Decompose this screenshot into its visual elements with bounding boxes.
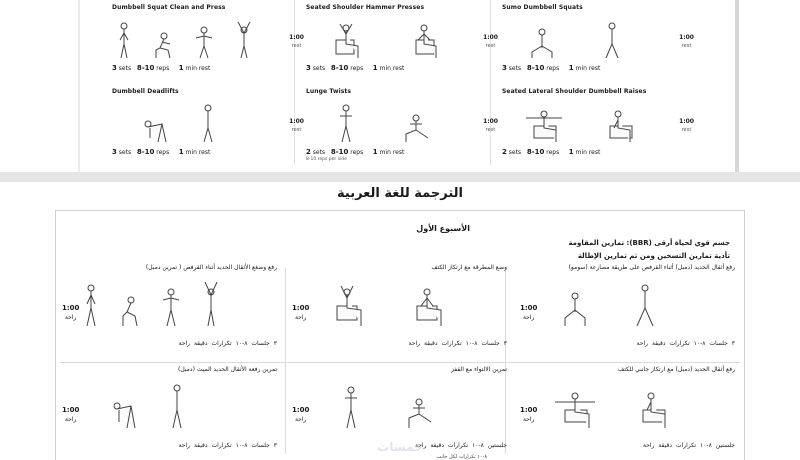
reps-label: reps <box>350 65 364 72</box>
rest-label: rest <box>485 127 496 133</box>
exercise-name: رفع أثقال الحديد (دمبل) أثناء القرفص على طريقة مصارعة (سومو) <box>568 264 735 271</box>
rest-label: rest <box>681 127 692 133</box>
rest-timer <box>289 118 304 134</box>
exercise-illustration <box>306 18 466 60</box>
column-divider <box>285 268 286 454</box>
exercise-name: Lunge Twists <box>306 88 352 95</box>
rest-minutes: 1 <box>372 64 378 72</box>
exercise-name: Dumbbell Squat Clean and Press <box>112 4 226 11</box>
exercise-illustration <box>307 278 467 328</box>
exercise-name: Seated Shoulder Hammer Presses <box>306 4 425 11</box>
rest-timer <box>520 304 537 322</box>
rest-timer <box>62 304 79 322</box>
sets-count: 2 <box>502 148 507 156</box>
exercise-name: تمرين رفعة الأثقال الحديد الميت (دمبل) <box>177 366 277 373</box>
exercise-illustration <box>112 102 272 144</box>
exercise-card <box>306 84 506 168</box>
rest-timer <box>62 406 79 424</box>
exercise-stats: ٣ جلسات ٨-١٠ تكرارات دقيقة راحة <box>178 340 277 347</box>
exercise-note: 8-10 reps per side <box>306 157 347 162</box>
exercise-stats: ٣ جلسات ٨-١٠ تكرارات دقيقة راحة <box>636 340 735 347</box>
rest-time: 1:00 <box>292 304 310 312</box>
sets-label: sets <box>312 149 326 156</box>
rest-time: 1:00 <box>292 406 310 414</box>
exercise-card <box>306 0 506 84</box>
sets-label: sets <box>312 65 326 72</box>
rest-timer <box>483 118 498 134</box>
exercise-stats: ٣ جلسات ٨-١٠ تكرارات دقيقة راحة <box>178 442 277 449</box>
exercise-stats: جلستين ٨-١٠ تكرارات دقيقة راحة <box>642 442 735 449</box>
rest-time: 1:00 <box>520 406 538 414</box>
rest-label: راحة <box>294 314 307 321</box>
exercise-illustration <box>535 278 695 328</box>
exercise-card <box>112 84 312 168</box>
exercise-illustration <box>306 102 466 144</box>
rest-timer <box>292 406 309 424</box>
rest-minutes-label: min rest <box>575 149 601 156</box>
sheet-edge-right <box>735 0 739 172</box>
exercise-stats: جلستين ٨-١٠ تكرارات دقيقة راحة <box>414 442 507 449</box>
row-divider <box>60 362 740 363</box>
rest-label: راحة <box>522 416 535 423</box>
rest-label: rest <box>291 43 302 49</box>
arabic-heading: الترجمة للغة العربية <box>337 186 463 201</box>
exercise-card <box>112 0 312 84</box>
rest-minutes-label: min rest <box>185 65 211 72</box>
english-exercise-grid <box>112 0 732 168</box>
exercise-stats <box>306 64 404 72</box>
rest-time: 1:00 <box>289 34 304 41</box>
exercise-name: رفع أثقال الحديد (دمبل) مع ارتكاز جانبي للكتف <box>618 366 735 373</box>
arabic-exercise-card <box>292 264 507 362</box>
program-title: جسم قوي لحياة أرقى (BBR): تمارين المقاومة <box>568 239 730 247</box>
exercise-name: Dumbbell Deadlifts <box>112 88 179 95</box>
reps-count: 8-10 <box>330 64 349 72</box>
week-title: الأسبوع الأول <box>416 224 470 233</box>
page-separator <box>0 172 800 182</box>
sets-label: sets <box>508 149 522 156</box>
rest-minutes-label: min rest <box>379 149 405 156</box>
exercise-illustration <box>77 380 237 430</box>
rest-time: 1:00 <box>483 34 498 41</box>
reps-label: reps <box>156 149 170 156</box>
rest-minutes-label: min rest <box>575 65 601 72</box>
sets-count: 2 <box>306 148 311 156</box>
rest-minutes: 1 <box>568 148 574 156</box>
exercise-stats <box>112 64 210 72</box>
arabic-exercise-card <box>62 264 277 362</box>
exercise-name: Sumo Dumbbell Squats <box>502 4 583 11</box>
warmup-instruction: تأدية تمارين التسخين ومن ثم تمارين الإطالة <box>577 252 730 260</box>
reps-label: reps <box>350 149 364 156</box>
exercise-stats <box>502 64 600 72</box>
sets-label: sets <box>118 65 132 72</box>
rest-time: 1:00 <box>62 406 80 414</box>
rest-label: rest <box>681 43 692 49</box>
exercise-illustration <box>502 102 662 144</box>
arabic-exercise-card <box>520 264 735 362</box>
exercise-stats: ٣ جلسات ٨-١٠ تكرارات دقيقة راحة <box>408 340 507 347</box>
exercise-illustration <box>307 380 467 430</box>
rest-label: rest <box>291 127 302 133</box>
exercise-name: Seated Lateral Shoulder Dumbbell Raises <box>502 88 647 95</box>
exercise-card <box>502 0 702 84</box>
rest-timer <box>520 406 537 424</box>
exercise-illustration <box>535 380 695 430</box>
rest-minutes: 1 <box>178 64 184 72</box>
exercise-name: وضع المطرقة مع ارتكاز الكتف <box>431 264 507 271</box>
rest-timer <box>289 34 304 50</box>
exercise-note: ٨-١٠ تكرارات لكل جانب <box>436 454 487 460</box>
reps-label: reps <box>156 65 170 72</box>
exercise-stats <box>502 148 600 156</box>
watermark: خمسات <box>377 440 423 454</box>
reps-label: reps <box>546 149 560 156</box>
rest-time: 1:00 <box>520 304 538 312</box>
exercise-name: رفع وضغع الأثقال الحديد أثناء القرفص ( تمرين دمبل) <box>145 264 277 271</box>
sets-count: 3 <box>502 64 507 72</box>
rest-label: راحة <box>294 416 307 423</box>
reps-count: 8-10 <box>330 148 349 156</box>
exercise-card <box>502 84 702 168</box>
rest-time: 1:00 <box>62 304 80 312</box>
rest-timer <box>292 304 309 322</box>
rest-timer <box>679 118 694 134</box>
sets-label: sets <box>508 65 522 72</box>
exercise-name: تمرين الالتواء مع القفز <box>450 366 507 373</box>
sets-label: sets <box>118 149 132 156</box>
rest-minutes-label: min rest <box>379 65 405 72</box>
rest-time: 1:00 <box>483 118 498 125</box>
exercise-illustration <box>77 278 237 328</box>
sets-count: 3 <box>112 148 117 156</box>
rest-minutes-label: min rest <box>185 149 211 156</box>
exercise-stats <box>306 148 404 156</box>
sets-count: 3 <box>112 64 117 72</box>
rest-timer <box>483 34 498 50</box>
exercise-illustration <box>112 18 272 60</box>
rest-minutes: 1 <box>568 64 574 72</box>
rest-time: 1:00 <box>289 118 304 125</box>
sheet-edge-left <box>78 0 80 172</box>
rest-timer <box>679 34 694 50</box>
reps-count: 8-10 <box>526 148 545 156</box>
rest-time: 1:00 <box>679 118 694 125</box>
reps-count: 8-10 <box>526 64 545 72</box>
exercise-illustration <box>502 18 662 60</box>
rest-minutes: 1 <box>178 148 184 156</box>
rest-label: راحة <box>522 314 535 321</box>
reps-count: 8-10 <box>136 64 155 72</box>
rest-label: راحة <box>64 416 77 423</box>
rest-time: 1:00 <box>679 34 694 41</box>
reps-label: reps <box>546 65 560 72</box>
sets-count: 3 <box>306 64 311 72</box>
rest-minutes: 1 <box>372 148 378 156</box>
reps-count: 8-10 <box>136 148 155 156</box>
exercise-stats <box>112 148 210 156</box>
rest-label: rest <box>485 43 496 49</box>
rest-label: راحة <box>64 314 77 321</box>
